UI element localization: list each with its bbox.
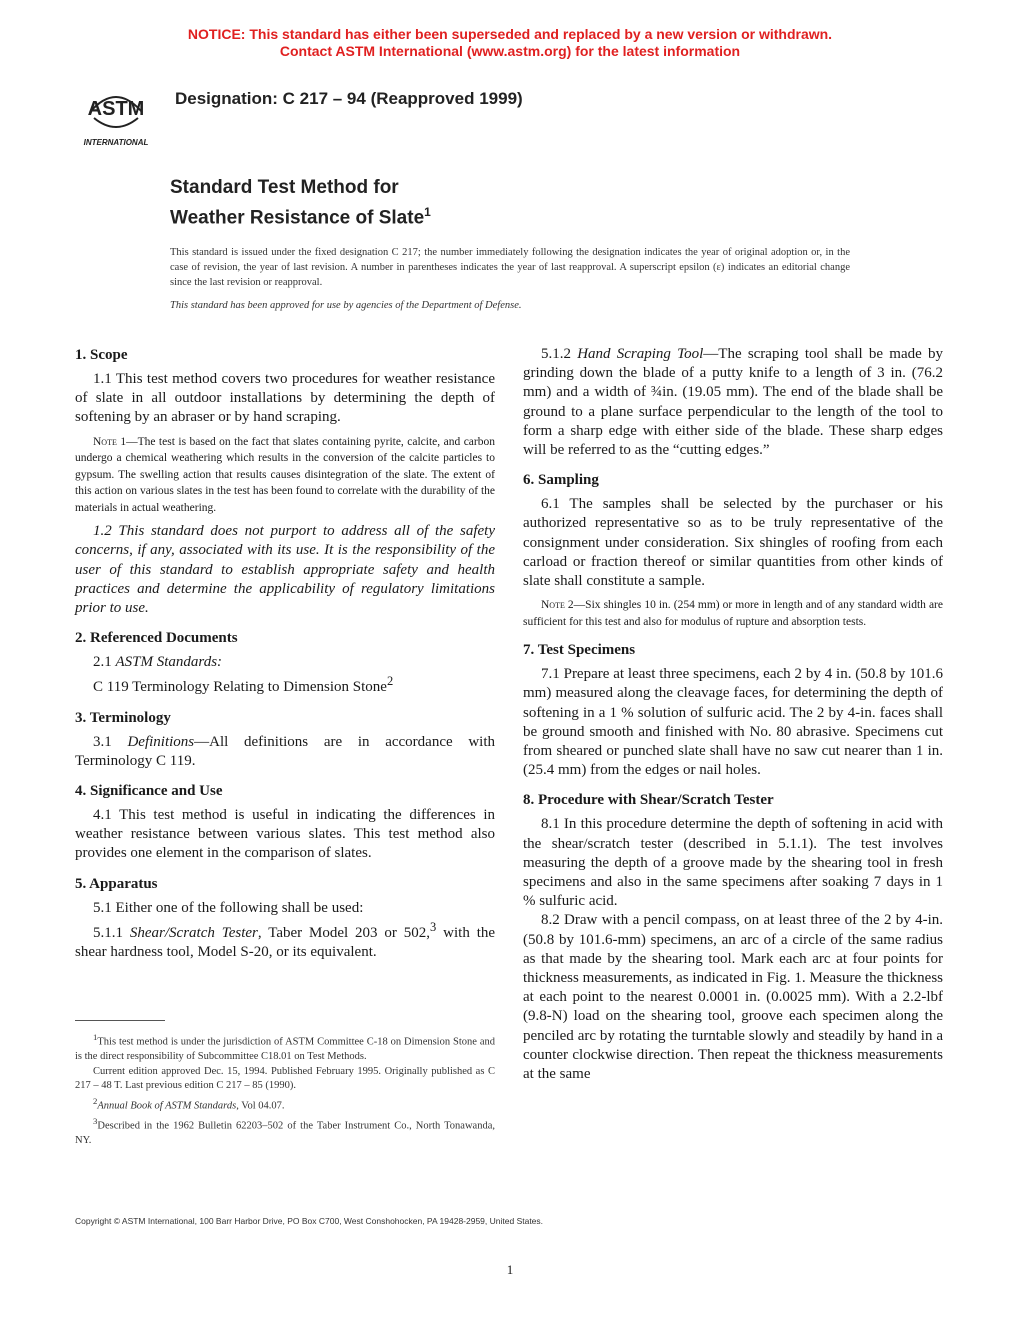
footnote-rule xyxy=(75,1020,165,1021)
section-heading: 3. Terminology xyxy=(75,709,171,726)
section-heading: 4. Significance and Use xyxy=(75,782,223,799)
para-italic: Definitions xyxy=(127,733,195,750)
footnote: Current edition approved Dec. 15, 1994. Published February 1995. Originally published as C 217 – 48 T. Last previous edition C 217 – 85 (1990). xyxy=(75,1065,495,1091)
paragraph: 8.2 Draw with a pencil compass, on at least three of the 2 by 4-in. (50.8 by 101.6-mm) specimens, an arc of a circle of the same radius as that made by the shearing tool. Mark each arc at four points for thickness measurements, as indicated in Fig. 1. Measure the thickness at each point to the nearest 0.0001 in. (0.0025 mm). With a 2.2-lbf (9.8-N) load on the shearing tool, groove each specimen along the penciled arc by rotating the turntable slowly and steadily by hand in a counter clockwise direction. Then repeat the thickness measurements at the same xyxy=(523,912,943,1083)
paragraph: 1.1 This test method covers two procedures for weather resistance of slate in all outdoor installations by determining the depth of softening by an abraser or by hand scraping. xyxy=(75,371,495,426)
logo-subtext: INTERNATIONAL xyxy=(83,138,149,147)
note-label: Note 1 xyxy=(93,435,127,448)
section-heading: 1. Scope xyxy=(75,347,128,363)
title-footnote-mark: 1 xyxy=(424,205,431,219)
footnote xyxy=(75,1094,495,1114)
paragraph xyxy=(75,733,495,771)
section-heading: 7. Test Specimens xyxy=(523,642,636,659)
paragraph xyxy=(523,345,943,460)
para-italic: ASTM Standards: xyxy=(115,654,223,671)
note-text: —The test is based on the fact that slates containing pyrite, calcite, and carbon undergo a chemical weathering which results in the conversion of the calcite particles to gypsum. The swelling action that results causes disintegration of the slate. The extent of this action on various slates in the test has been found to correlate with the durability of the materials in actual weathering. xyxy=(75,435,495,514)
reference-text: C 119 Terminology Relating to Dimension Stone xyxy=(93,679,387,696)
para-italic: Shear/Scratch Tester xyxy=(129,924,258,941)
reference xyxy=(75,672,495,697)
para-text: , Taber Model 203 or 502, xyxy=(257,924,431,941)
footnotes xyxy=(75,1030,495,1148)
para-number: 5.1.1 xyxy=(93,924,123,941)
withdrawal-notice xyxy=(0,26,1020,60)
footnote-mark: 1 xyxy=(93,1032,98,1042)
notice-line-1: NOTICE: This standard has either been superseded and replaced by a new version or withdrawn. xyxy=(187,26,833,42)
paragraph: 8.1 In this procedure determine the depth of softening in acid with the shear/scratch tester (described in 5.1.1). The test involves measuring the depth of a groove made by the shearing tool in fresh specimens and also in the same specimens after soaking 7 days in 1 % sulfuric acid. xyxy=(523,816,943,910)
footnote-mark: 2 xyxy=(93,1095,98,1106)
para-number: 5.1.2 xyxy=(541,346,571,362)
right-column xyxy=(523,345,943,1084)
paragraph xyxy=(75,653,495,672)
designation: Designation: C 217 – 94 (Reapproved 1999) xyxy=(175,89,523,108)
para-number: 3.1 xyxy=(93,733,112,750)
approved-note: This standard has been approved for use by agencies of the Department of Defense. xyxy=(170,300,522,311)
paragraph xyxy=(75,918,495,962)
footnote xyxy=(75,1114,495,1149)
astm-logo xyxy=(72,78,160,148)
title-line-1: Standard Test Method for xyxy=(170,177,399,198)
footnote-mark: 3 xyxy=(93,1115,98,1126)
section-heading: 6. Sampling xyxy=(523,472,599,489)
paragraph: 4.1 This test method is useful in indicating the differences in weather resistance between various slates. This test method also provides one element in the comparison of slates. xyxy=(75,806,495,862)
paragraph: 7.1 Prepare at least three specimens, each 2 by 4 in. (50.8 by 101.6 mm) measured along the cleavage faces, for determining the depth of softening in a 1 % solution of sulfuric acid. The 2 by 4-in. faces shall be ground smooth and finished with No. 80 abrasive. Specimens cut from sheared or punched slate shall have no saw cut nearer than 1 in. (25.4 mm) from the edges or nail holes. xyxy=(523,666,943,779)
para-text: —The scraping tool shall be made by grinding down the blade of a putty knife to a length of 3 in. (76.2 mm) and a width of ¾in. (19.05 mm). The end of the blade shall be ground to a plane surface perpendicular to the length of the tool to form a sharp edge with either side of the blade. These sharp edges will be referred to as the “cutting edges.” xyxy=(523,346,943,459)
para-text: —All definitions are in accordance with Terminology C 119. xyxy=(75,733,496,769)
page-number: 1 xyxy=(506,1262,514,1277)
para-italic: Hand Scraping Tool xyxy=(577,346,704,362)
safety-caveat: 1.2 This standard does not purport to address all of the safety concerns, if any, associated with its use. It is the responsibility of the user of this standard to establish appropriate safety and health practices and determine the applicability of regulatory limitations prior to use. xyxy=(75,523,495,616)
section-heading: 8. Procedure with Shear/Scratch Tester xyxy=(523,792,774,809)
section-heading: 2. Referenced Documents xyxy=(75,630,238,647)
footnote-text: , Vol 04.07. xyxy=(236,1100,285,1111)
footnote-mark: 2 xyxy=(386,674,394,689)
footnote-text: Described in the 1962 Bulletin 62203–502 of the Taber Instrument Co., North Tonawanda, NY. xyxy=(75,1120,495,1146)
paragraph xyxy=(75,522,495,618)
paragraph: 5.1 Either one of the following shall be used: xyxy=(93,899,364,916)
document-title xyxy=(170,175,431,230)
footnote-mark: 3 xyxy=(430,919,437,934)
title-line-2 xyxy=(170,200,431,230)
logo-text: ASTM xyxy=(87,98,145,120)
note xyxy=(75,434,495,517)
section-heading: 5. Apparatus xyxy=(75,875,158,892)
footnote-text: This test method is under the jurisdiction of ASTM Committee C-18 on Dimension Stone and is the direct responsibility of Subcommittee C18.01 on Test Methods. xyxy=(75,1036,495,1062)
note-label: Note 2 xyxy=(541,599,574,612)
title-line-2-text: Weather Resistance of Slate xyxy=(170,207,425,229)
issued-note: This standard is issued under the fixed designation C 217; the number immediately following the designation indicates the year of original adoption or, in the case of revision, the year of last revision. A number in parentheses indicates the year of last reapproval. A superscript epsilon (ε) indicates an editorial change since the last revision or reapproval. xyxy=(170,247,850,288)
footnote-italic: Annual Book of ASTM Standards xyxy=(97,1100,237,1111)
para-number: 2.1 xyxy=(93,654,112,671)
footnote xyxy=(75,1030,495,1065)
note-text: —Six shingles 10 in. (254 mm) or more in length and of any standard width are sufficient for this test and also for modulus of rupture and absorption tests. xyxy=(523,599,943,628)
paragraph: 6.1 The samples shall be selected by the purchaser or his authorized representative so as to be truly representative of the consignment under consideration. Six shingles of roofing from each carload or fraction thereof or similar quantities from other kinds of slate shall constitute a sample. xyxy=(523,496,943,590)
note xyxy=(523,597,943,630)
notice-line-2: Contact ASTM International (www.astm.org) for the latest information xyxy=(279,43,741,59)
para-text: with the shear hardness tool, Model S-20, or its equivalent. xyxy=(75,924,496,960)
copyright: Copyright © ASTM International, 100 Barr Harbor Drive, PO Box C700, West Conshohocken, PA 19428-2959, United States. xyxy=(75,1216,544,1226)
left-column xyxy=(75,345,495,962)
